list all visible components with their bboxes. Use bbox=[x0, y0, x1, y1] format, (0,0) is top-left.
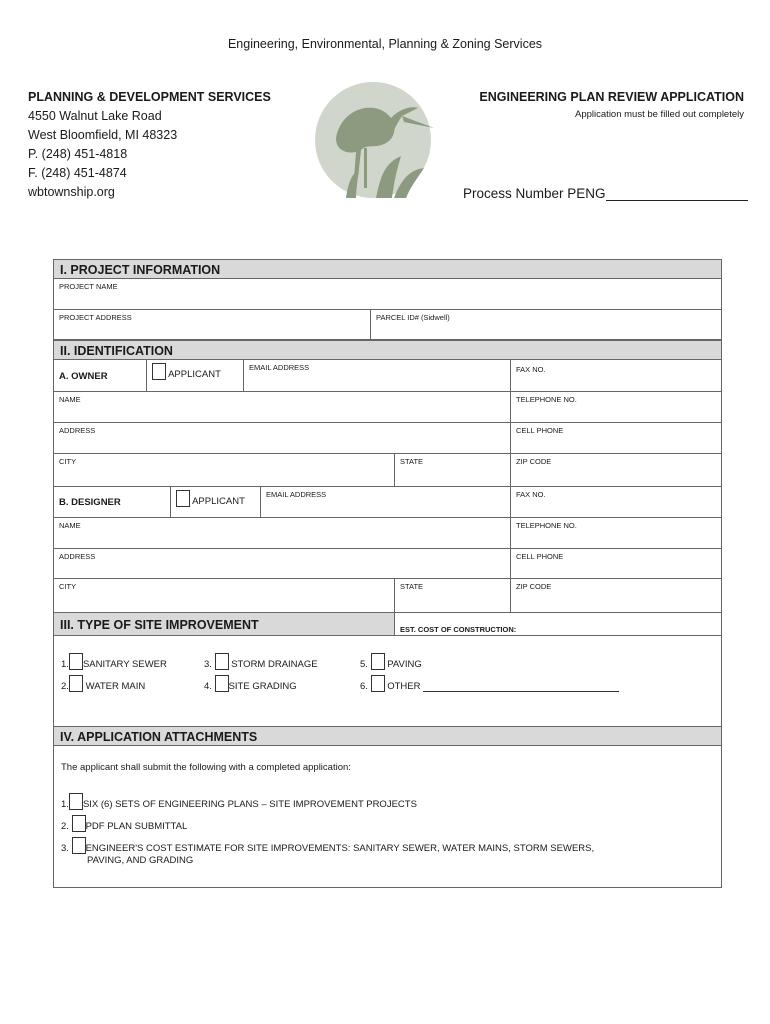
project-name-field[interactable]: PROJECT NAME bbox=[53, 278, 722, 310]
org-title: PLANNING & DEVELOPMENT SERVICES bbox=[28, 90, 271, 104]
designer-address-field[interactable]: ADDRESS bbox=[53, 548, 511, 579]
cost-estimate-checkbox[interactable] bbox=[72, 837, 86, 854]
designer-applicant-label: APPLICANT bbox=[192, 496, 245, 507]
owner-applicant-cell bbox=[146, 359, 244, 392]
designer-applicant-checkbox[interactable] bbox=[176, 490, 190, 507]
designer-city-field[interactable]: CITY bbox=[53, 578, 395, 613]
option-num: 1. bbox=[61, 659, 69, 670]
owner-zip-field[interactable]: ZIP CODE bbox=[510, 453, 722, 487]
option-num: 6. bbox=[360, 681, 368, 692]
owner-applicant-label: APPLICANT bbox=[168, 369, 221, 380]
option-paving[interactable] bbox=[360, 653, 422, 670]
option-num: 5. bbox=[360, 659, 368, 670]
section-site-improvement: III. TYPE OF SITE IMPROVEMENT bbox=[53, 612, 395, 636]
section-application-attachments: IV. APPLICATION ATTACHMENTS bbox=[53, 726, 722, 746]
option-label: OTHER bbox=[387, 681, 421, 692]
address-line-1: 4550 Walnut Lake Road bbox=[28, 109, 162, 123]
item-label: SIX (6) SETS OF ENGINEERING PLANS – SITE IMPROVEMENT PROJECTS bbox=[82, 799, 417, 810]
other-blank-line[interactable] bbox=[423, 681, 619, 692]
attachment-item-2[interactable] bbox=[61, 815, 187, 832]
option-label: WATER MAIN bbox=[85, 681, 146, 692]
storm-drainage-checkbox[interactable] bbox=[215, 653, 229, 670]
owner-fax-field[interactable] bbox=[510, 359, 722, 392]
fax-number: F. (248) 451-4874 bbox=[28, 166, 127, 180]
engineering-plans-checkbox[interactable] bbox=[69, 793, 83, 810]
designer-name-field[interactable]: NAME bbox=[53, 517, 511, 549]
site-grading-checkbox[interactable] bbox=[215, 675, 229, 692]
owner-state-field[interactable]: STATE bbox=[394, 453, 511, 487]
attachment-item-3-cont: PAVING, AND GRADING bbox=[87, 855, 194, 866]
designer-telephone-field[interactable]: TELEPHONE NO. bbox=[510, 517, 722, 549]
option-storm-drainage[interactable] bbox=[204, 653, 318, 670]
designer-cell-field[interactable]: CELL PHONE bbox=[510, 548, 722, 579]
option-water-main[interactable] bbox=[61, 675, 145, 692]
item-num: 1. bbox=[61, 799, 69, 810]
option-site-grading[interactable] bbox=[204, 675, 297, 692]
sanitary-sewer-checkbox[interactable] bbox=[69, 653, 83, 670]
attachment-item-1[interactable] bbox=[61, 793, 417, 810]
form-note: Application must be filled out completely bbox=[575, 109, 744, 120]
owner-name-field[interactable]: NAME bbox=[53, 391, 511, 423]
designer-applicant-cell bbox=[170, 486, 261, 518]
heron-logo bbox=[306, 78, 440, 202]
option-label: SANITARY SEWER bbox=[82, 659, 167, 670]
section-identification: II. IDENTIFICATION bbox=[53, 340, 722, 360]
parcel-id-field[interactable]: PARCEL ID# (Sidwell) bbox=[370, 309, 722, 340]
address-line-2: West Bloomfield, MI 48323 bbox=[28, 128, 178, 142]
option-sanitary-sewer[interactable] bbox=[61, 653, 167, 670]
pdf-plan-checkbox[interactable] bbox=[72, 815, 86, 832]
owner-label: A. OWNER bbox=[59, 371, 108, 382]
header-top-line: Engineering, Environmental, Planning & Zoning Services bbox=[227, 37, 543, 51]
owner-city-field[interactable]: CITY bbox=[53, 453, 395, 487]
designer-fax-field[interactable]: FAX NO. bbox=[510, 486, 722, 518]
owner-address-field[interactable]: ADDRESS bbox=[53, 422, 511, 454]
section-project-information: I. PROJECT INFORMATION bbox=[53, 259, 722, 279]
process-number-field[interactable] bbox=[463, 186, 748, 201]
item-label: PDF PLAN SUBMITTAL bbox=[85, 821, 188, 832]
paving-checkbox[interactable] bbox=[371, 653, 385, 670]
option-num: 2. bbox=[61, 681, 69, 692]
option-label: STORM DRAINAGE bbox=[231, 659, 318, 670]
project-address-field[interactable]: PROJECT ADDRESS bbox=[53, 309, 371, 340]
owner-cell-field[interactable]: CELL PHONE bbox=[510, 422, 722, 454]
process-number-label: Process Number PENG bbox=[463, 186, 606, 201]
item-num: 3. bbox=[61, 843, 69, 854]
option-label: PAVING bbox=[387, 659, 422, 670]
option-num: 4. bbox=[204, 681, 212, 692]
attachment-item-3[interactable] bbox=[61, 837, 594, 854]
option-label: SITE GRADING bbox=[228, 681, 297, 692]
website: wbtownship.org bbox=[28, 185, 115, 199]
process-number-line[interactable] bbox=[606, 186, 748, 201]
form-title: ENGINEERING PLAN REVIEW APPLICATION bbox=[479, 90, 744, 104]
designer-zip-field[interactable]: ZIP CODE bbox=[510, 578, 722, 613]
other-checkbox[interactable] bbox=[371, 675, 385, 692]
designer-email-field[interactable]: EMAIL ADDRESS bbox=[260, 486, 511, 518]
site-improvement-options bbox=[53, 635, 722, 727]
est-cost-field[interactable]: EST. COST OF CONSTRUCTION: bbox=[394, 612, 722, 636]
owner-telephone-field[interactable]: TELEPHONE NO. bbox=[510, 391, 722, 423]
water-main-checkbox[interactable] bbox=[69, 675, 83, 692]
attachments-body bbox=[53, 745, 722, 888]
owner-email-field[interactable]: EMAIL ADDRESS bbox=[243, 359, 511, 392]
phone-number: P. (248) 451-4818 bbox=[28, 147, 128, 161]
org-contact-block bbox=[28, 88, 271, 202]
item-num: 2. bbox=[61, 821, 69, 832]
designer-state-field[interactable]: STATE bbox=[394, 578, 511, 613]
owner-applicant-checkbox[interactable] bbox=[152, 363, 166, 380]
owner-label-cell bbox=[53, 359, 147, 392]
designer-label: B. DESIGNER bbox=[59, 497, 121, 508]
designer-label-cell bbox=[53, 486, 171, 518]
form-title-block bbox=[479, 88, 744, 120]
option-num: 3. bbox=[204, 659, 212, 670]
attachments-intro: The applicant shall submit the following with a completed application: bbox=[61, 762, 351, 773]
item-label: ENGINEER'S COST ESTIMATE FOR SITE IMPROVEMENTS: SANITARY SEWER, WATER MAINS, STORM SEWERS, bbox=[85, 843, 595, 854]
option-other[interactable] bbox=[360, 675, 619, 692]
owner-fax-label: FAX NO. bbox=[516, 365, 546, 374]
